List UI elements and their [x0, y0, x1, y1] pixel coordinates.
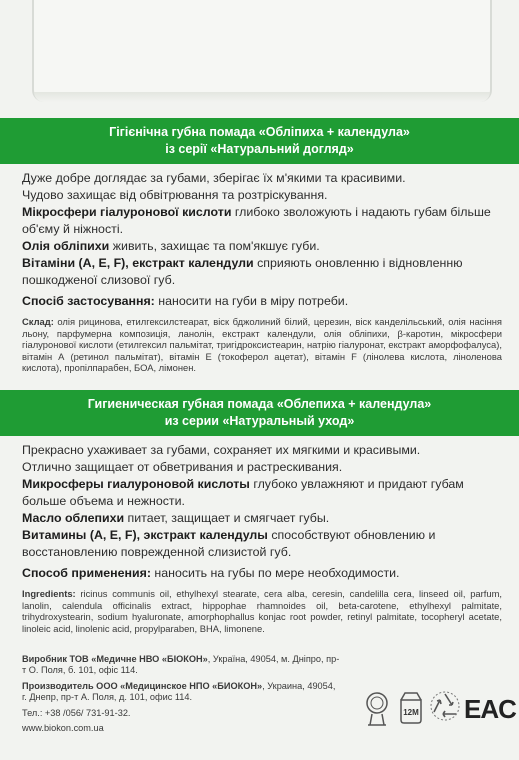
- ua-p3: Мікросфери гіалуронової кислоти глибоко зволожують і надають губам більше об'єму й ніжності.: [22, 205, 491, 236]
- ua-p4: Олія обліпихи живить, захищає та пом'якшує губи.: [22, 239, 320, 253]
- ru-p5: Витамины (А, Е, F), экстракт календулы способствуют обновлению и восстановлению поврежденной слизистой губ.: [22, 528, 436, 559]
- ua-p2: Чудово захищає від обвітрювання та розтріскування.: [22, 188, 328, 202]
- ru-p3: Микросферы гиалуроновой кислоты глубоко увлажняют и придают губам больше объема и нежности.: [22, 477, 464, 508]
- ua-usage: Спосіб застосування: наносити на губи в міру потреби.: [22, 294, 349, 308]
- recycle-icon: [428, 688, 462, 728]
- hang-tab-window: [32, 0, 492, 102]
- eac-label: EAC: [464, 694, 516, 724]
- title-band-ua: [0, 118, 519, 164]
- website: www.biokon.com.ua: [22, 723, 104, 734]
- ru-p1: Прекрасно ухаживает за губами, сохраняет их мягкими и красивыми.: [22, 443, 421, 457]
- ingredients: Ingredients: ricinus communis oil, ethylhexyl stearate, cera alba, ceresin, candelilla cera, linseed oil, parfum, lanolin, calendula officinalis extract, hippophae rhamnoides oil, beta-carotene, ethylhexyl palmitate, trihydroxystearin, sodium hyaluronate, amorphophallus konjac root powder, retinyl palmitate, tocopheryl acetate, linoleic acid, linolenic acid, propylparaben, BHA, limonene.: [22, 588, 502, 634]
- ua-p1: Дуже добре доглядає за губами, зберігає їх м'якими та красивими.: [22, 171, 406, 185]
- period-after-opening-icon: [396, 688, 426, 728]
- ru-p2: Отлично защищает от обветривания и растрескивания.: [22, 460, 343, 474]
- maker-ua: Виробник ТОВ «Медичне НВО «БІОКОН», Україна, 49054, м. Дніпро, пр-т О. Поля, б. 101, офіс 114.: [22, 654, 340, 676]
- maker-ru: Производитель ООО «Медицинское НПО «БИОКОН», Украина, 49054, г. Днепр, пр-т А. Поля, д. 101, офис 114.: [22, 680, 336, 703]
- title-ua-line2: із серії «Натуральний догляд»: [165, 142, 354, 156]
- title-ru-line1: Гигиеническая губная помада «Облепиха + календула»: [87, 397, 432, 411]
- ua-composition: Склад: олія рицинова, етилгексилстеарат, віск бджолиний білий, церезин, віск канделільський, олія насіння льону, парфумерна композиція, ланолін, екстракт календули, олія обліпихи, β-каротин, мікросфери гіалуронової кислоти (етилгексил пальмітат, тригідроксистеарин, натрію гіалуронат, екстракт аморфофалуса), вітамін А (ретинол пальмітат), вітамін Е (токоферол ацетат), вітамін F (лінолева кислота, ліноленова кислота), пропілпарабен, БОА, лімонен.: [22, 316, 502, 374]
- manufacturer-info: [22, 654, 342, 734]
- description-ru: [22, 442, 502, 634]
- ru-p4: Масло облепихи питает, защищает и смягчает губы.: [22, 511, 330, 525]
- ua-p5: Вітаміни (А, Е, F), екстракт календули сприяють оновленню і відновленню пошкодженої слизової губ.: [22, 256, 463, 287]
- title-ua-line1: Гігієнічна губна помада «Обліпиха + календула»: [109, 125, 410, 139]
- title-band-ru: [0, 390, 519, 436]
- ru-usage: Способ применения: наносить на губы по мере необходимости.: [22, 566, 400, 580]
- description-ua: [22, 170, 502, 374]
- title-ru-line2: из серии «Натуральный уход»: [164, 414, 355, 428]
- cosmetic-mirror-icon: [360, 688, 394, 728]
- pao-label: 12M: [403, 708, 419, 717]
- eac-mark-icon: [464, 688, 516, 726]
- phone: Тел.: +38 /056/ 731-91-32.: [22, 707, 131, 718]
